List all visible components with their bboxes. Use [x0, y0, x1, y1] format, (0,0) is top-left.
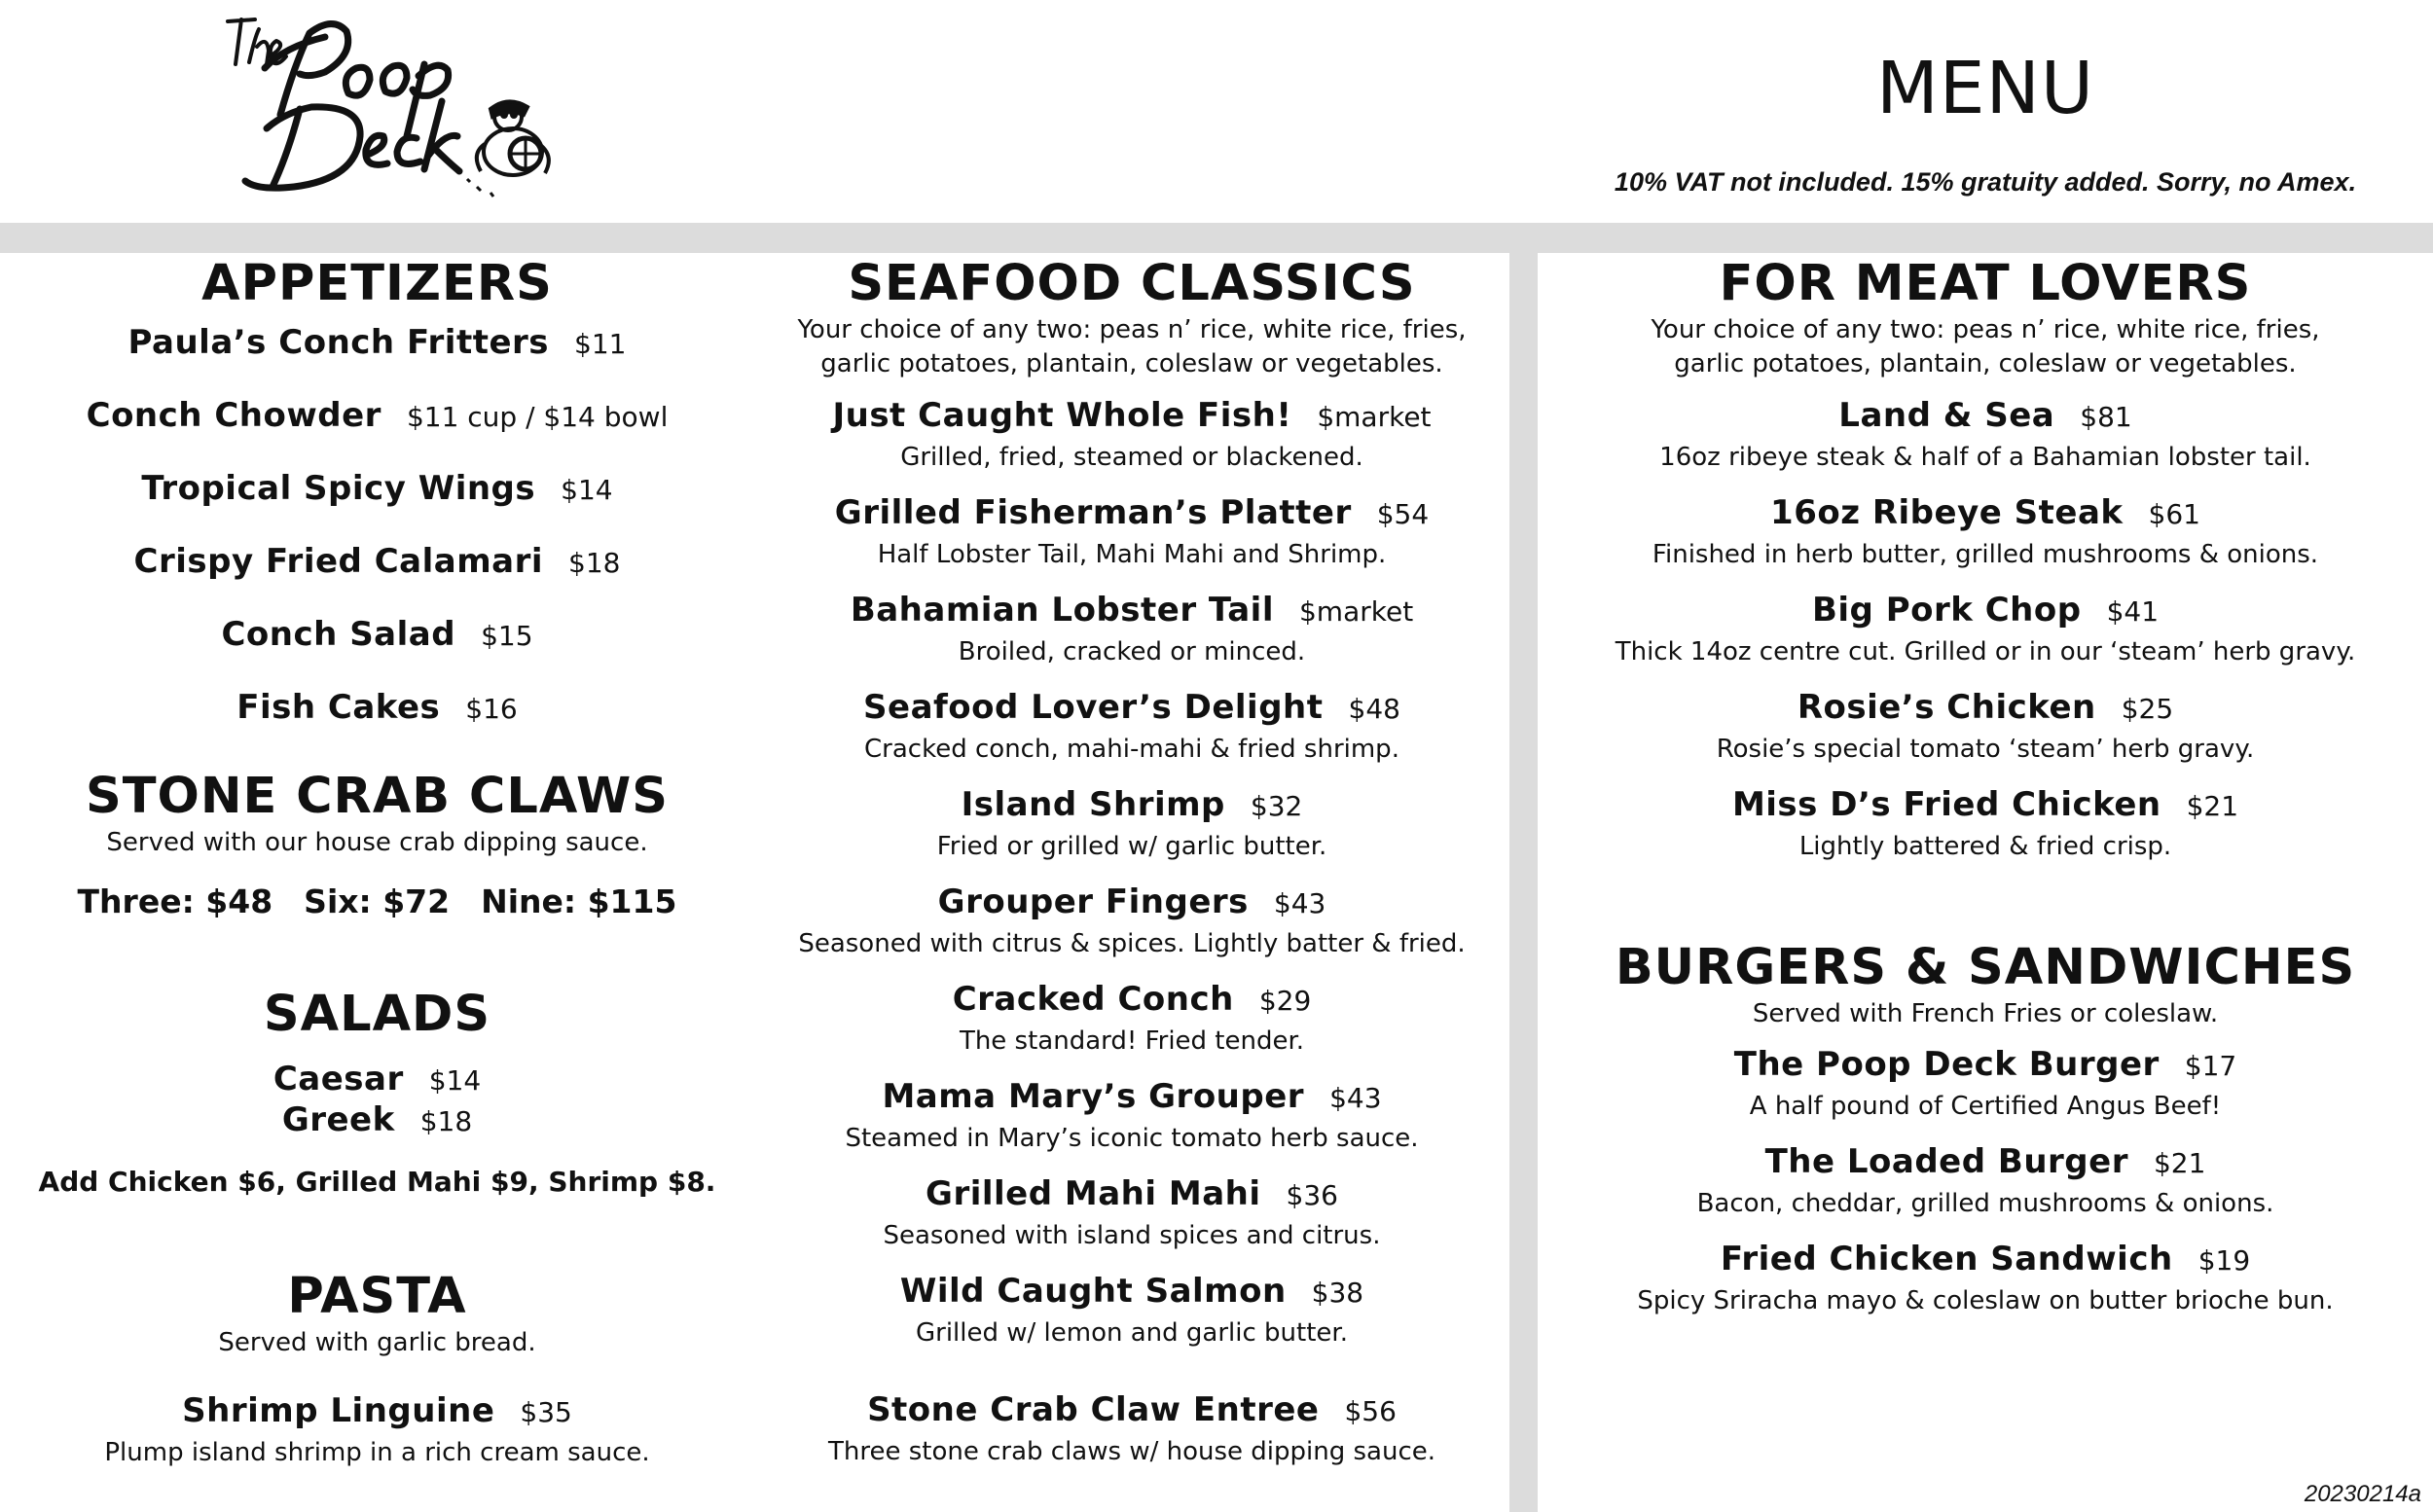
item-price: $11 cup / $14 bowl	[406, 401, 669, 433]
item-price: $54	[1376, 498, 1430, 530]
menu-item	[0, 467, 754, 516]
menu-item	[754, 1174, 1509, 1252]
item-price: $18	[568, 547, 621, 579]
section-subtitle: garlic potatoes, plantain, coleslaw or vegetables.	[1674, 349, 2297, 378]
item-name: Paula’s Conch Fritters	[127, 323, 550, 362]
item-price: $19	[2197, 1244, 2251, 1277]
section-subtitle: Your choice of any two: peas n’ rice, white rice, fries,	[1651, 315, 2320, 344]
item-name: Mama Mary’s Grouper	[882, 1077, 1305, 1116]
section-title: PASTA	[287, 1268, 467, 1325]
item-description: Rosie’s special tomato ‘steam’ herb gravy.	[1716, 735, 2255, 764]
item-name: Miss D’s Fried Chicken	[1731, 785, 2161, 824]
column-divider	[1509, 223, 1538, 1512]
menu-title: MENU	[1875, 47, 2095, 130]
left-column	[0, 253, 754, 1469]
crab-price: Nine: $115	[481, 882, 677, 920]
item-name: Seafood Lover’s Delight	[863, 688, 1324, 727]
item-price: $21	[2186, 790, 2239, 822]
menu-item	[1538, 591, 2433, 668]
item-price: $18	[419, 1105, 473, 1137]
item-name: Fried Chicken Sandwich	[1720, 1240, 2173, 1278]
item-name: Conch Salad	[221, 615, 456, 654]
burgers-section	[1538, 939, 2433, 1317]
menu-item	[0, 613, 754, 662]
menu-item	[0, 540, 754, 589]
menu-version-code: 20230214a	[2304, 1481, 2421, 1507]
menu-header	[0, 0, 2433, 223]
item-description: Half Lobster Tail, Mahi Mahi and Shrimp.	[877, 540, 1387, 569]
item-name: The Loaded Burger	[1764, 1142, 2128, 1181]
section-title: SEAFOOD CLASSICS	[848, 255, 1416, 312]
item-price: $35	[520, 1396, 572, 1428]
item-name: Land & Sea	[1838, 396, 2055, 435]
item-price: $61	[2148, 498, 2200, 530]
menu-item	[0, 1062, 754, 1143]
menu-item	[0, 321, 754, 370]
section-title: BURGERS & SANDWICHES	[1615, 939, 2356, 996]
item-name: Caesar	[272, 1060, 404, 1098]
item-price: $17	[2184, 1050, 2237, 1082]
item-price: $15	[481, 620, 533, 652]
item-price: $38	[1311, 1277, 1364, 1309]
item-price: $16	[465, 693, 518, 725]
item-name: Just Caught Whole Fish!	[832, 396, 1292, 435]
item-name: Cracked Conch	[952, 980, 1234, 1019]
item-description: Steamed in Mary’s iconic tomato herb sauce.	[845, 1124, 1419, 1153]
menu-item	[754, 980, 1509, 1058]
middle-column	[754, 253, 1509, 1468]
menu-item	[1538, 785, 2433, 863]
item-name: Big Pork Chop	[1811, 591, 2082, 630]
item-description: Finished in herb butter, grilled mushrooms & onions.	[1652, 540, 2319, 569]
item-description: Lightly battered & fried crisp.	[1798, 832, 2172, 861]
item-description: A half pound of Certified Angus Beef!	[1749, 1092, 2222, 1121]
item-description: The standard! Fried tender.	[959, 1026, 1305, 1056]
item-name: Grouper Fingers	[937, 882, 1249, 921]
item-price: $25	[2121, 693, 2174, 725]
item-description: Seasoned with island spices and citrus.	[883, 1221, 1381, 1250]
item-name: Grilled Fisherman’s Platter	[834, 493, 1352, 532]
menu-item	[754, 688, 1509, 766]
item-description: 16oz ribeye steak & half of a Bahamian lobster tail.	[1659, 443, 2311, 472]
item-name: Shrimp Linguine	[182, 1391, 495, 1430]
menu-item	[1538, 396, 2433, 474]
stone-crab-section	[0, 768, 754, 923]
item-name: Conch Chowder	[86, 396, 381, 435]
section-subtitle: Served with our house crab dipping sauce.	[106, 828, 648, 857]
item-name: Tropical Spicy Wings	[141, 469, 536, 508]
section-subtitle: Served with garlic bread.	[218, 1328, 536, 1357]
menu-item	[1538, 1045, 2433, 1123]
section-subtitle: garlic potatoes, plantain, coleslaw or vegetables.	[820, 349, 1443, 378]
item-description: Broiled, cracked or minced.	[958, 637, 1306, 666]
menu-item	[1538, 493, 2433, 571]
salads-section	[0, 986, 754, 1202]
menu-item	[1538, 1142, 2433, 1220]
menu-item	[0, 394, 754, 443]
section-subtitle: Your choice of any two: peas n’ rice, white rice, fries,	[797, 315, 1467, 344]
item-price: $43	[1329, 1082, 1382, 1114]
item-description: Seasoned with citrus & spices. Lightly batter & fried.	[798, 929, 1466, 958]
pasta-section	[0, 1268, 754, 1469]
section-title: SALADS	[263, 986, 491, 1043]
item-price: $11	[574, 328, 627, 360]
item-price: $43	[1273, 887, 1326, 919]
item-description: Grilled, fried, steamed or blackened.	[900, 443, 1363, 472]
crab-price: Six: $72	[304, 882, 451, 920]
item-description: Bacon, cheddar, grilled mushrooms & onions.	[1696, 1189, 2274, 1218]
poop-deck-logo	[216, 8, 562, 202]
item-name: Rosie’s Chicken	[1797, 688, 2096, 727]
crab-price: Three: $48	[77, 882, 273, 920]
item-price: $48	[1348, 693, 1400, 725]
item-name: Wild Caught Salmon	[899, 1272, 1287, 1311]
item-description: Cracked conch, mahi-mahi & fried shrimp.	[864, 735, 1399, 764]
item-name: Greek	[281, 1100, 395, 1139]
menu-item	[754, 493, 1509, 571]
item-price: $market	[1298, 595, 1414, 628]
salad-addons: Add Chicken $6, Grilled Mahi $9, Shrimp $8.	[38, 1166, 716, 1198]
appetizers-section	[0, 255, 754, 735]
item-price: $market	[1317, 401, 1432, 433]
item-price: $36	[1286, 1179, 1338, 1211]
section-title: FOR MEAT LOVERS	[1719, 255, 2252, 312]
item-description: Spicy Sriracha mayo & coleslaw on butter brioche bun.	[1637, 1286, 2334, 1315]
item-name: Island Shrimp	[961, 785, 1225, 824]
meat-section	[1538, 255, 2433, 863]
menu-item	[0, 1391, 754, 1469]
item-price: $81	[2080, 401, 2132, 433]
section-subtitle: Served with French Fries or coleslaw.	[1752, 999, 2219, 1028]
menu-item	[1538, 688, 2433, 766]
item-name: Bahamian Lobster Tail	[850, 591, 1274, 630]
item-price: $56	[1344, 1395, 1397, 1427]
item-price: $14	[428, 1064, 482, 1097]
section-title: APPETIZERS	[201, 255, 553, 312]
menu-item	[754, 396, 1509, 474]
menu-item	[754, 591, 1509, 668]
item-price: $21	[2153, 1147, 2206, 1179]
section-title: STONE CRAB CLAWS	[85, 768, 670, 825]
menu-item	[754, 1390, 1509, 1468]
seafood-section	[754, 255, 1509, 1468]
item-name: The Poop Deck Burger	[1733, 1045, 2160, 1084]
item-description: Fried or grilled w/ garlic butter.	[936, 832, 1327, 861]
menu-item	[754, 1077, 1509, 1155]
item-price: $41	[2106, 595, 2160, 628]
item-description: Grilled w/ lemon and garlic butter.	[915, 1318, 1348, 1348]
item-description: Three stone crab claws w/ house dipping sauce.	[827, 1437, 1435, 1466]
menu-item	[754, 882, 1509, 960]
right-column	[1538, 253, 2433, 1317]
item-name: Grilled Mahi Mahi	[926, 1174, 1261, 1213]
item-name: Crispy Fried Calamari	[133, 542, 543, 581]
item-description: Plump island shrimp in a rich cream sauce.	[104, 1438, 650, 1467]
vat-gratuity-notice: 10% VAT not included. 15% gratuity added. Sorry, no Amex.	[1614, 167, 2357, 197]
item-name: 16oz Ribeye Steak	[1770, 493, 2124, 532]
header-divider	[0, 223, 2433, 253]
crab-price-list	[0, 880, 754, 923]
menu-item	[754, 1272, 1509, 1350]
menu-item	[0, 686, 754, 735]
item-price: $29	[1258, 985, 1312, 1017]
item-price: $32	[1250, 790, 1303, 822]
item-name: Stone Crab Claw Entree	[867, 1390, 1320, 1429]
menu-item	[754, 785, 1509, 863]
item-name: Fish Cakes	[236, 688, 441, 727]
item-description: Thick 14oz centre cut. Grilled or in our ‘steam’ herb gravy.	[1615, 637, 2356, 666]
menu-item	[1538, 1240, 2433, 1317]
item-price: $14	[561, 474, 613, 506]
